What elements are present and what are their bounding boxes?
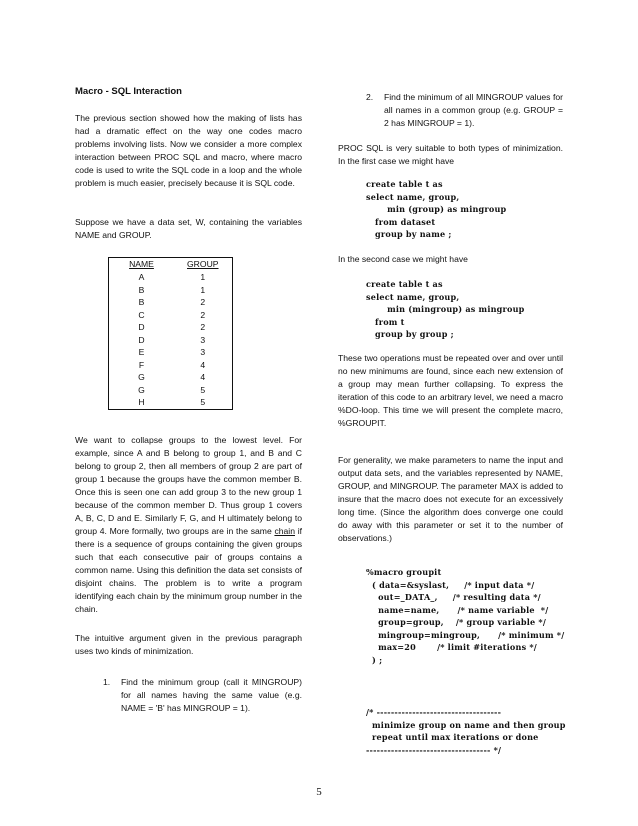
cell-group: 4 xyxy=(200,359,206,370)
cell-name: B xyxy=(138,284,145,295)
cell-group: 3 xyxy=(200,347,206,357)
list-item-text: Find the minimum of all MINGROUP values for all names in a common group (e.g. GROUP = 2 has MINGROUP = 1). xyxy=(384,92,563,128)
cell-group: 1 xyxy=(200,284,206,295)
table-row xyxy=(109,371,233,384)
table-row xyxy=(109,346,233,359)
cell-name: G xyxy=(138,384,145,395)
list-item-number: 1. xyxy=(103,677,111,687)
code-block-comment: /* ----------------------------------- minimize group on name and then group repeat until max iterations or done ----------------------------------- */ xyxy=(366,707,566,755)
table-row xyxy=(109,309,233,322)
table-row xyxy=(109,334,233,347)
column-header-name: NAME xyxy=(129,259,154,269)
code-block-first-case: create table t as select name, group, min (group) as mingroup from dataset group by name ; xyxy=(366,179,507,239)
cell-group: 1 xyxy=(200,272,206,282)
cell-group: 5 xyxy=(200,384,206,395)
paragraph-second-case: In the second case we might have xyxy=(338,254,468,264)
cell-group: 5 xyxy=(200,397,206,407)
cell-group: 2 xyxy=(200,322,206,332)
cell-name: D xyxy=(138,322,145,332)
paragraph-collapse xyxy=(75,434,302,616)
cell-name: B xyxy=(138,297,145,307)
cell-name: G xyxy=(138,372,145,382)
list-item-number: 2. xyxy=(366,92,374,102)
paragraph-proc-sql: PROC SQL is very suitable to both types of minimization. In the first case we might have xyxy=(338,143,563,166)
paragraph-intro: The previous section showed how the making of lists has had a dramatic effect on the way one codes macro problems involving lists. Now we consider a more complex interaction between PROC SQL and macro, where macro code is used to write the SQL code in a loop and the whole problem is much easier, precisely because it is SQL code. xyxy=(75,113,302,188)
cell-name: F xyxy=(138,359,145,370)
table-row xyxy=(109,271,233,284)
table-row xyxy=(109,359,233,372)
cell-name: E xyxy=(138,347,145,357)
section-heading: Macro - SQL Interaction xyxy=(75,86,182,97)
table-row xyxy=(109,284,233,297)
table-row xyxy=(109,384,233,397)
cell-group: 2 xyxy=(200,297,206,307)
paragraph-collapse-part1: We want to collapse groups to the lowest level. For example, since A and B belong to group 1, and B and C belong to group 2, then all members of group 2 are part of group 1 because the groups have the common member B. Once this is seen one can add group 3 to the new group 1 because of the common member D. Thus group 1 covers A, B, C, D and E. Similarly F, G, and H ultimately belong to group 4. More formally, two groups are in the same xyxy=(75,435,302,536)
paragraph-dataset: Suppose we have a data set, W, containing the variables NAME and GROUP. xyxy=(75,217,302,240)
table-row xyxy=(109,321,233,334)
page-number: 5 xyxy=(316,786,322,798)
cell-group: 3 xyxy=(200,334,206,345)
cell-name: H xyxy=(138,397,145,407)
chain-term: chain xyxy=(274,526,295,536)
paragraph-intuitive: The intuitive argument given in the previous paragraph uses two kinds of minimization. xyxy=(75,633,302,656)
paragraph-iteration: These two operations must be repeated over and over until no new minimums are found, since each new extension of a group may mean further collapsing. To express the iteration of this code to an arbitrary level, we need a macro %DO-loop. This time we will present the complete macro, %GROUPIT. xyxy=(338,353,563,428)
table-row xyxy=(109,396,233,409)
name-group-table xyxy=(108,257,233,410)
cell-name: A xyxy=(138,272,145,282)
column-header-group: GROUP xyxy=(187,259,219,269)
paragraph-generality: For generality, we make parameters to name the input and output data sets, and the variables represented by NAME, GROUP, and MINGROUP. The parameter MAX is added to insure that the macro does not execute for an excessively long time. (Since the algorithm does converge one could do away with this parameter or set it to the number of observations.) xyxy=(338,455,563,543)
table-header-row xyxy=(109,258,233,272)
paragraph-collapse-part2: if there is a sequence of groups containing the given groups such that each consecutive pair of groups contains a common name. Using this definition the data set consists of disjoint chains. The problem is to write a program identifying each chain by the minimum group number in the chain. xyxy=(75,526,302,614)
list-item-text: Find the minimum group (call it MINGROUP) for all names having the same value (e.g. NAME = 'B' has MINGROUP = 1). xyxy=(121,677,302,713)
code-block-second-case: create table t as select name, group, min (mingroup) as mingroup from t group by group ; xyxy=(366,279,525,339)
code-block-macro-signature: %macro groupit ( data=&syslast, /* input data */ out=_DATA_, /* resulting data */ name=name, /* name variable */ group=group, /* group variable */ mingroup=mingroup, /* minimum */ max=20 /* limit #iterations */ ) ; xyxy=(366,567,565,665)
cell-group: 2 xyxy=(200,309,206,320)
cell-group: 4 xyxy=(200,372,206,382)
cell-name: C xyxy=(138,309,145,320)
table-row xyxy=(109,296,233,309)
cell-name: D xyxy=(138,334,145,345)
